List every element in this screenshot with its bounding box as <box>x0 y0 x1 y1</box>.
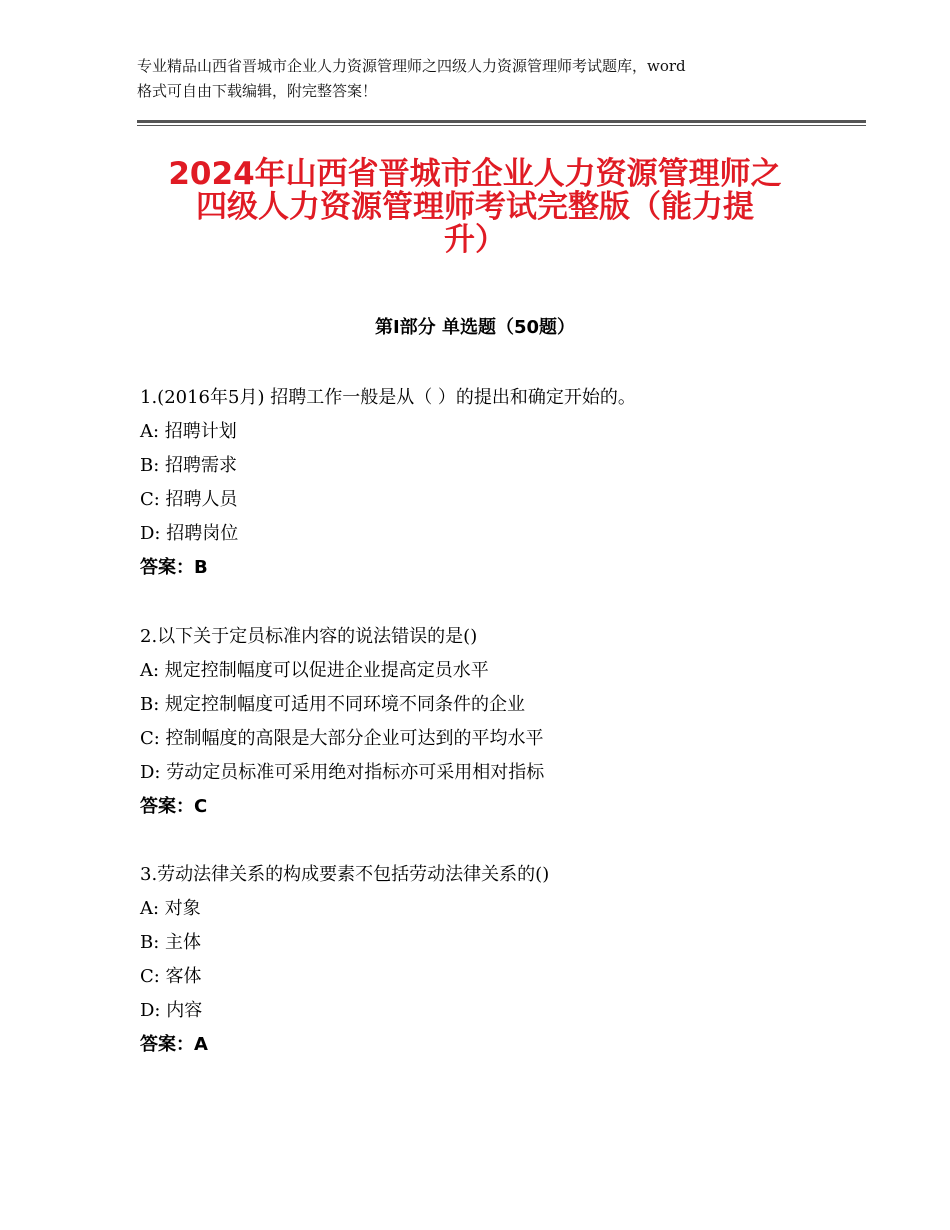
question-stem: 1.(2016年5月) 招聘工作一般是从（ ）的提出和确定开始的。 <box>140 387 636 408</box>
question-2 <box>140 620 840 824</box>
document-title <box>100 158 850 257</box>
document-title-line-3: 升） <box>444 222 506 258</box>
option-c: C: 招聘人员 <box>140 489 238 510</box>
option-b: B: 规定控制幅度可适用不同环境不同条件的企业 <box>140 694 526 715</box>
question-3 <box>140 858 840 1062</box>
option-c: C: 客体 <box>140 966 202 987</box>
answer-line: 答案：C <box>140 796 208 817</box>
option-b: B: 招聘需求 <box>140 455 238 476</box>
header-note-line-1: 专业精品山西省晋城市企业人力资源管理师之四级人力资源管理师考试题库，word <box>137 57 686 75</box>
document-title-line-2: 四级人力资源管理师考试完整版（能力提 <box>196 189 754 225</box>
header-divider-thin <box>137 125 866 126</box>
option-d: D: 内容 <box>140 1000 203 1021</box>
document-title-line-1: 2024年山西省晋城市企业人力资源管理师之 <box>168 156 782 192</box>
question-stem: 3.劳动法律关系的构成要素不包括劳动法律关系的() <box>140 864 550 885</box>
option-a: A: 规定控制幅度可以促进企业提高定员水平 <box>140 660 489 681</box>
option-d: D: 招聘岗位 <box>140 523 239 544</box>
option-b: B: 主体 <box>140 932 202 953</box>
section-heading: 第Ⅰ部分 单选题（50题） <box>374 317 575 338</box>
option-d: D: 劳动定员标准可采用绝对指标亦可采用相对指标 <box>140 762 545 783</box>
header-note-line-2: 格式可自由下载编辑，附完整答案！ <box>137 82 378 100</box>
answer-line: 答案：B <box>140 557 208 578</box>
option-a: A: 招聘计划 <box>140 421 237 442</box>
answer-line: 答案：A <box>140 1034 208 1055</box>
header-divider-thick <box>137 120 866 123</box>
header-note <box>137 54 827 104</box>
option-a: A: 对象 <box>140 898 201 919</box>
question-stem: 2.以下关于定员标准内容的说法错误的是() <box>140 626 478 647</box>
option-c: C: 控制幅度的高限是大部分企业可达到的平均水平 <box>140 728 544 749</box>
question-1 <box>140 381 840 585</box>
